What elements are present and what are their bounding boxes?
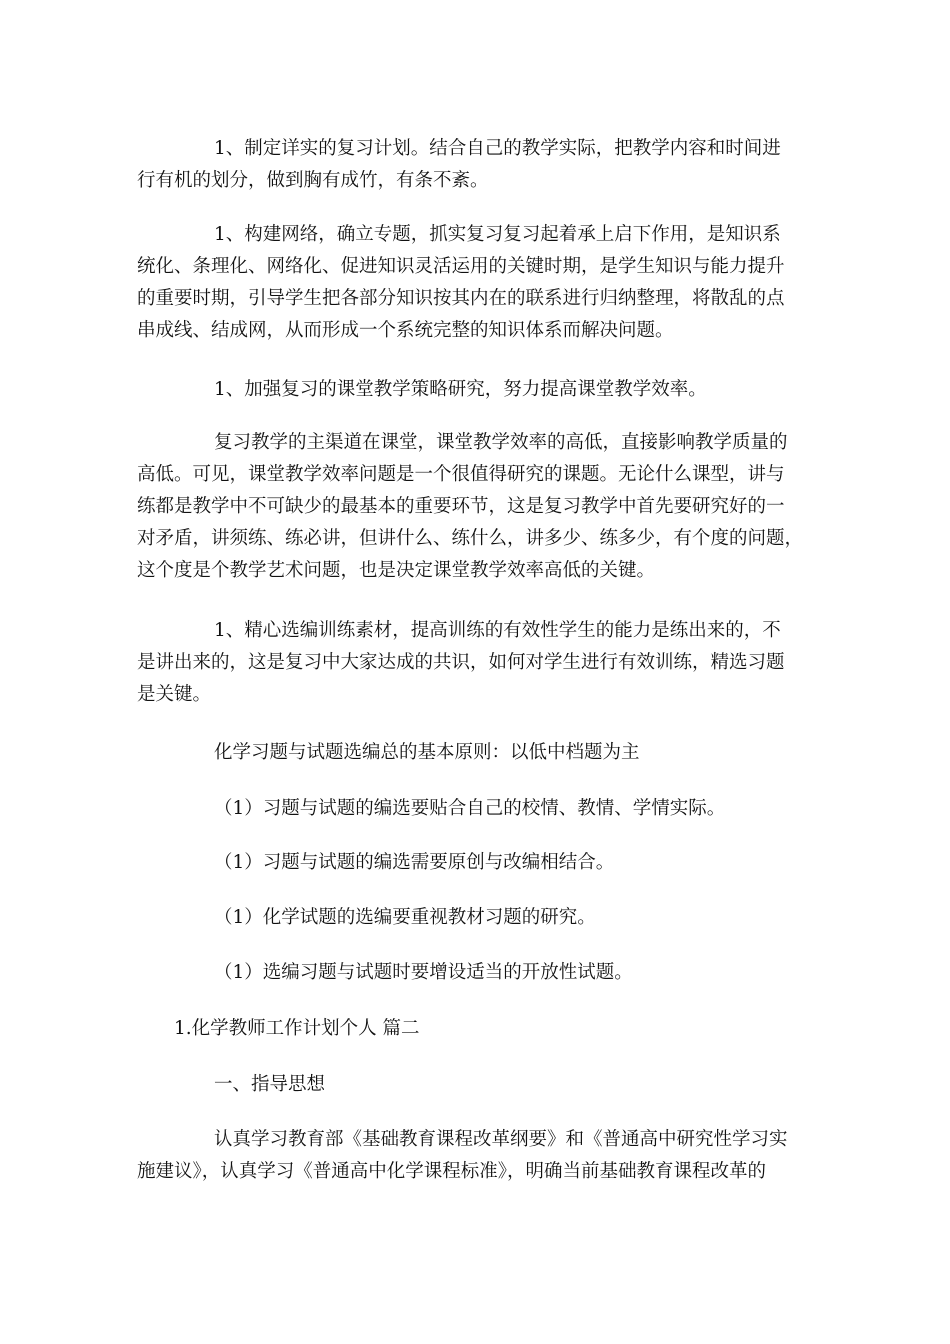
text-line: 化学习题与试题选编总的基本原则：以低中档题为主 — [214, 742, 640, 763]
text-line: 串成线、结成网，从而形成一个系统完整的知识体系而解决问题。 — [137, 320, 674, 341]
text-line: 统化、条理化、网络化、促进知识灵活运用的关键时期，是学生知识与能力提升 — [137, 256, 785, 277]
paragraph-classroom-strategy — [137, 374, 707, 406]
list-item-school-conditions — [214, 793, 725, 825]
paragraph-review-plan — [137, 133, 781, 197]
list-item-open-questions — [214, 957, 633, 989]
list-item-original-adapted — [214, 847, 614, 879]
text-line: 1、精心选编训练素材，提高训练的有效性学生的能力是练出来的，不 — [214, 620, 781, 641]
text-line: （1）习题与试题的编选需要原创与改编相结合。 — [214, 852, 615, 873]
paragraph-classroom-efficiency — [137, 427, 803, 587]
subheading-guiding-ideology — [214, 1069, 325, 1101]
paragraph-study-curriculum — [137, 1124, 788, 1188]
text-line: 认真学习教育部《基础教育课程改革纲要》和《普通高中研究性学习实 — [214, 1129, 788, 1150]
text-line: 对矛盾，讲须练、练必讲，但讲什么、练什么，讲多少、练多少，有个度的问题， — [137, 528, 804, 549]
text-line: （1）选编习题与试题时要增设适当的开放性试题。 — [214, 962, 633, 983]
list-item-textbook-exercises — [214, 902, 596, 934]
text-line: 一、指导思想 — [214, 1074, 326, 1095]
text-line: 1、加强复习的课堂教学策略研究，努力提高课堂教学效率。 — [214, 379, 707, 400]
paragraph-build-network — [137, 219, 785, 347]
text-line: 是讲出来的，这是复习中大家达成的共识，如何对学生进行有效训练，精选习题 — [137, 652, 785, 673]
text-line: 是关键。 — [137, 684, 212, 705]
text-line: 的重要时期，引导学生把各部分知识按其内在的联系进行归纳整理，将散乱的点 — [137, 288, 785, 309]
text-line: 练都是教学中不可缺少的最基本的重要环节，这是复习教学中首先要研究好的一 — [137, 496, 785, 517]
text-line: 这个度是个教学艺术问题，也是决定课堂教学效率高低的关键。 — [137, 560, 656, 581]
text-line: 复习教学的主渠道在课堂，课堂教学效率的高低，直接影响教学质量的 — [214, 432, 788, 453]
text-line: 1.化学教师工作计划个人 篇二 — [174, 1018, 420, 1039]
section-heading — [174, 1013, 420, 1045]
paragraph-training-materials — [137, 615, 785, 711]
paragraph-basic-principle — [214, 737, 640, 769]
text-line: 高低。可见，课堂教学效率问题是一个很值得研究的课题。无论什么课型，讲与 — [137, 464, 785, 485]
text-line: （1）化学试题的选编要重视教材习题的研究。 — [214, 907, 596, 928]
text-line: 1、构建网络，确立专题，抓实复习复习起着承上启下作用，是知识系 — [214, 224, 781, 245]
text-line: 1、制定详实的复习计划。结合自己的教学实际，把教学内容和时间进 — [214, 138, 781, 159]
text-line: 施建议》，认真学习《普通高中化学课程标准》，明确当前基础教育课程改革的 — [137, 1161, 767, 1182]
text-line: 行有机的划分，做到胸有成竹，有条不紊。 — [137, 170, 489, 191]
text-line: （1）习题与试题的编选要贴合自己的校情、教情、学情实际。 — [214, 798, 726, 819]
